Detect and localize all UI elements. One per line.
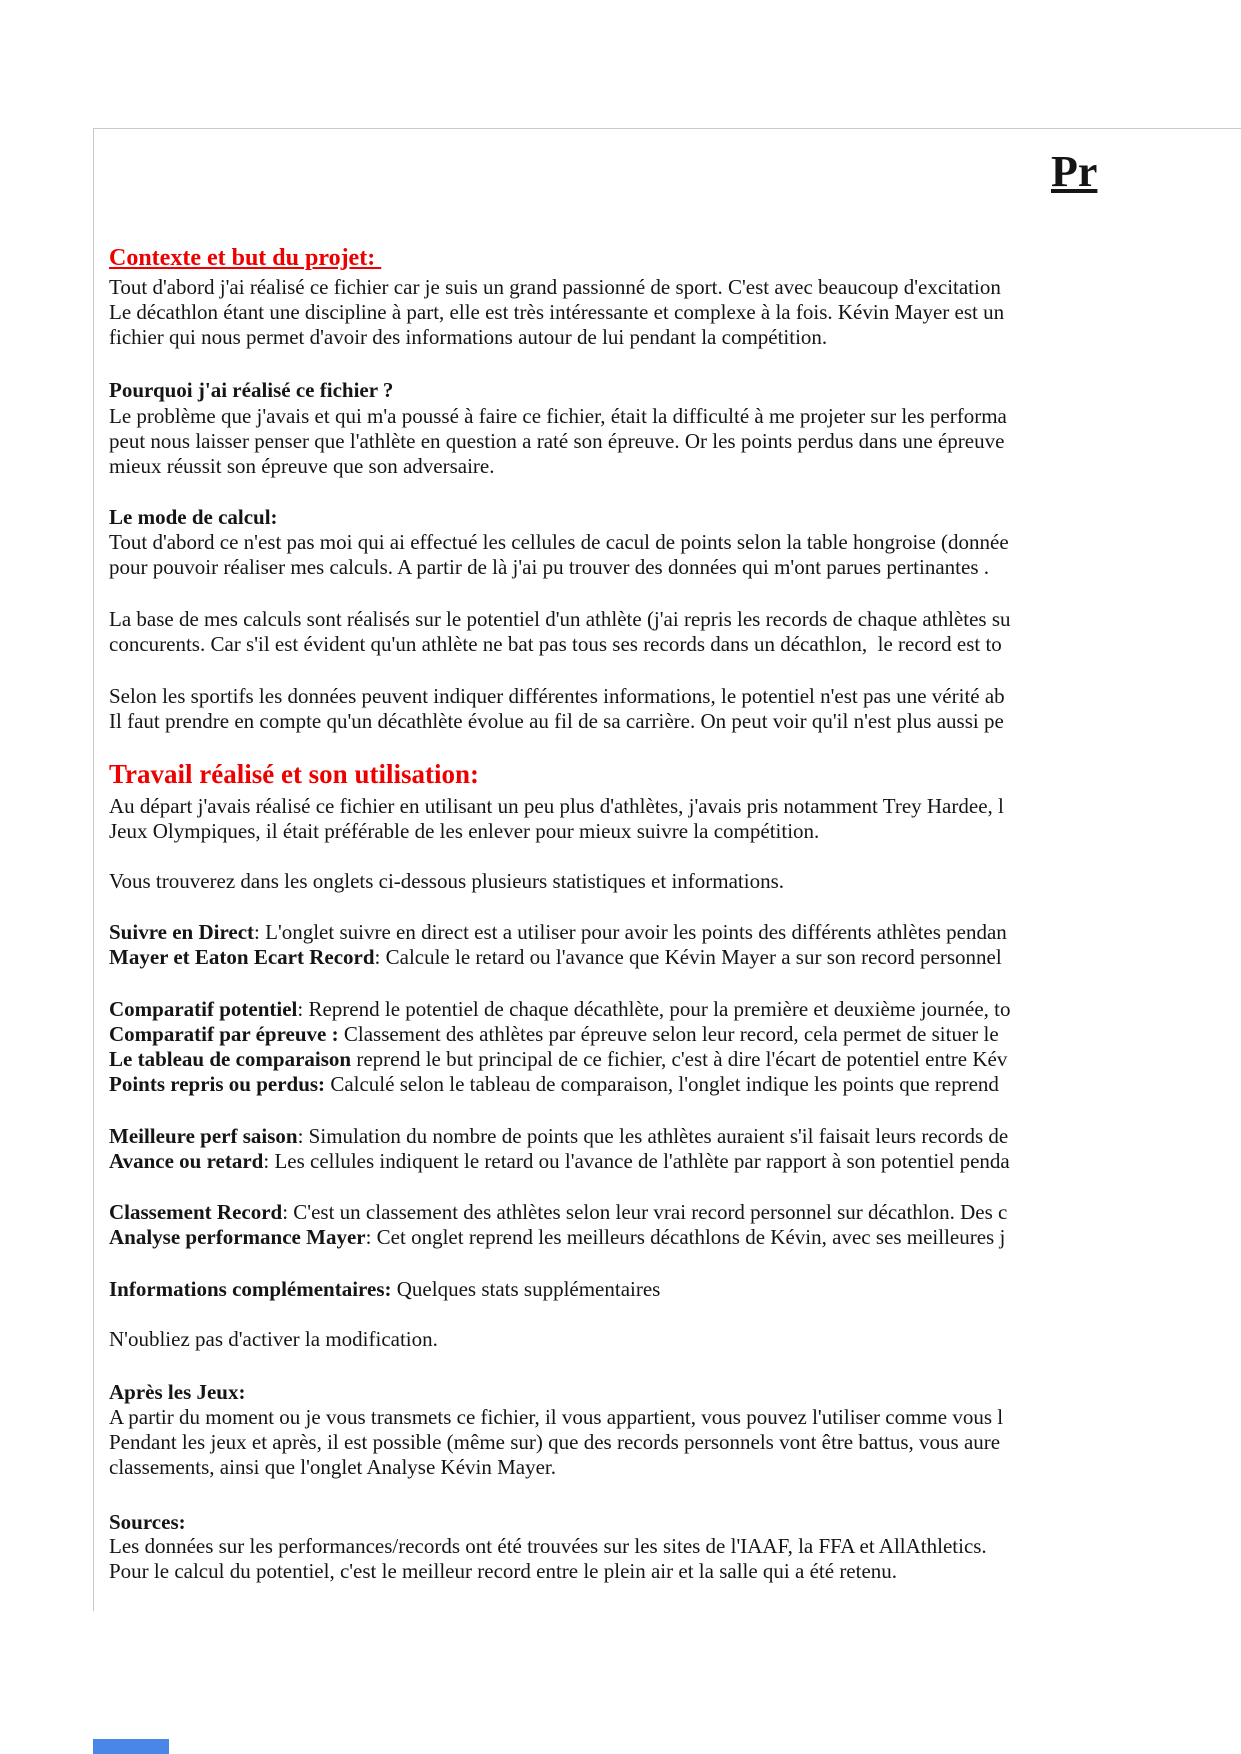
body-line: Vous trouverez dans les onglets ci-dessous plusieurs statistiques et informations. (109, 869, 785, 893)
tab-name: Informations complémentaires: (109, 1277, 392, 1301)
body-line: Pour le calcul du potentiel, c'est le meilleur record entre le plein air et la salle qui a été retenu. (109, 1559, 898, 1583)
tab-name: Mayer et Eaton Ecart Record (109, 945, 375, 969)
tab-line (109, 945, 1002, 970)
tab-desc: : L'onglet suivre en direct est a utiliser pour avoir les points des différents athlètes pendan (254, 920, 1007, 944)
tab-name: Classement Record (109, 1200, 283, 1224)
body-line: A partir du moment ou je vous transmets ce fichier, il vous appartient, vous pouvez l'utiliser comme vous l (109, 1405, 1004, 1429)
body-line: Tout d'abord ce n'est pas moi qui ai effectué les cellules de cacul de points selon la table hongroise (donnée (109, 530, 1009, 554)
tab-line (109, 1124, 1008, 1149)
tab-desc: : Simulation du nombre de points que les athlètes auraient s'il faisait leurs records de (297, 1124, 1009, 1148)
tab-line (109, 1149, 1010, 1174)
tab-desc: : Les cellules indiquent le retard ou l'avance de l'athlète par rapport à son potentiel penda (263, 1149, 1010, 1173)
tab-line (109, 920, 1007, 945)
body-line: classements, ainsi que l'onglet Analyse Kévin Mayer. (109, 1455, 557, 1479)
intro-line: fichier qui nous permet d'avoir des informations autour de lui pendant la compétition. (109, 325, 828, 349)
intro-line: Tout d'abord j'ai réalisé ce fichier car je suis un grand passionné de sport. C'est avec beaucoup d'excitation (109, 275, 1001, 299)
tab-desc: Classement des athlètes par épreuve selon leur record, cela permet de situer le (338, 1022, 999, 1046)
tab-desc: : Cet onglet reprend les meilleurs décathlons de Kévin, avec ses meilleures j (365, 1225, 1006, 1249)
tab-name: Avance ou retard (109, 1149, 264, 1173)
page-title: Pr (1051, 147, 1098, 196)
body-line: Jeux Olympiques, il était préférable de les enlever pour mieux suivre la compétition. (109, 819, 820, 843)
heading-why: Pourquoi j'ai réalisé ce fichier ? (109, 378, 394, 402)
body-line: mieux réussit son épreuve que son adversaire. (109, 454, 495, 478)
tab-line (109, 1047, 1007, 1072)
tab-desc: : Reprend le potentiel de chaque décathlète, pour la première et deuxième journée, to (297, 997, 1011, 1021)
tab-name: Comparatif par épreuve : (109, 1022, 339, 1046)
intro-line: Le décathlon étant une discipline à part, elle est très intéressante et complexe à la fois. Kévin Mayer est un (109, 300, 1005, 324)
heading-calc: Le mode de calcul: (109, 505, 278, 529)
body-line: Selon les sportifs les données peuvent indiquer différentes informations, le potentiel n'est pas une vérité ab (109, 684, 1005, 708)
heading-after: Après les Jeux: (109, 1380, 246, 1404)
tab-desc: : C'est un classement des athlètes selon leur vrai record personnel sur décathlon. Des c (282, 1200, 1008, 1224)
heading-context: Contexte et but du projet: (109, 245, 382, 271)
sheet-tab[interactable] (93, 1739, 169, 1754)
body-line: Les données sur les performances/records ont été trouvées sur les sites de l'IAAF, la FFA et AllAthletics. (109, 1534, 987, 1558)
tab-desc: Quelques stats supplémentaires (391, 1277, 661, 1301)
tab-line (109, 1225, 1005, 1250)
heading-travail: Travail réalisé et son utilisation: (109, 759, 479, 789)
tab-name: Meilleure perf saison (109, 1124, 298, 1148)
tab-line (109, 1200, 1007, 1225)
page-frame (93, 128, 1241, 1611)
body-line: Au départ j'avais réalisé ce fichier en utilisant un peu plus d'athlètes, j'avais pris notamment Trey Hardee, l (109, 794, 1004, 818)
tab-line (109, 1072, 999, 1097)
tab-name: Points repris ou perdus: (109, 1072, 326, 1096)
tab-name: Suivre en Direct (109, 920, 255, 944)
body-line: peut nous laisser penser que l'athlète en question a raté son épreuve. Or les points perdus dans une épreuve (109, 429, 1005, 453)
body-line: Le problème que j'avais et qui m'a poussé à faire ce fichier, était la difficulté à me projeter sur les performa (109, 404, 1007, 428)
body-line: concurents. Car s'il est évident qu'un athlète ne bat pas tous ses records dans un décathlon, le record est to (109, 632, 1002, 656)
body-line: La base de mes calculs sont réalisés sur le potentiel d'un athlète (j'ai repris les records de chaque athlètes su (109, 607, 1011, 631)
body-line: Il faut prendre en compte qu'un décathlète évolue au fil de sa carrière. On peut voir qu'il n'est plus aussi pe (109, 709, 1004, 733)
tab-desc: : Calcule le retard ou l'avance que Kévin Mayer a sur son record personnel (374, 945, 1002, 969)
tab-line (109, 997, 1011, 1022)
tab-name: Comparatif potentiel (109, 997, 298, 1021)
tab-line (109, 1022, 999, 1047)
body-line: pour pouvoir réaliser mes calculs. A partir de là j'ai pu trouver des données qui m'ont parues pertinantes . (109, 555, 989, 579)
tab-desc: Calculé selon le tableau de comparaison, l'onglet indique les points que reprend (325, 1072, 999, 1096)
tab-line (109, 1277, 660, 1302)
tab-name: Le tableau de comparaison (109, 1047, 352, 1071)
body-line: Pendant les jeux et après, il est possible (même sur) que des records personnels vont être battus, vous aure (109, 1430, 1001, 1454)
note-line: N'oubliez pas d'activer la modification. (109, 1327, 438, 1351)
tab-desc: reprend le but principal de ce fichier, c'est à dire l'écart de potentiel entre Kév (351, 1047, 1008, 1071)
tab-name: Analyse performance Mayer (109, 1225, 366, 1249)
heading-sources: Sources: (109, 1510, 186, 1534)
